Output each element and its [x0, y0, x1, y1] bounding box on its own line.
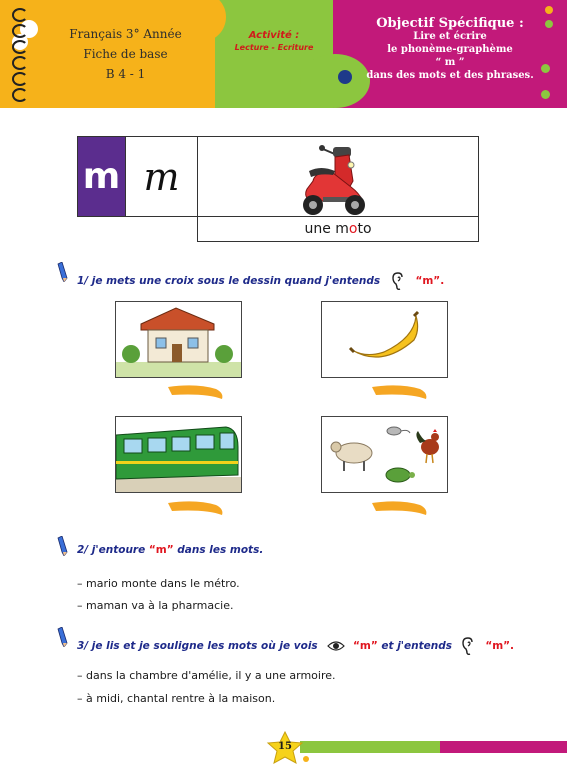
word-highlight: o	[348, 221, 358, 237]
activity-title: Activité :	[248, 30, 300, 41]
picture-animals	[321, 416, 448, 493]
exercise1-instruction	[77, 272, 444, 290]
course-title: Français 3° Année	[69, 27, 182, 41]
picture-metro-train	[115, 416, 242, 493]
instruction-text: et j'entends	[381, 640, 452, 652]
eye-icon	[327, 640, 345, 652]
target-sound: “m”	[353, 640, 378, 652]
header-objective	[350, 17, 550, 82]
page-number: 15	[278, 741, 292, 752]
answer-mark-animals	[370, 497, 430, 519]
footer-bar	[300, 737, 567, 765]
objective-line: “ m ”	[435, 57, 465, 68]
exercise2-sentence: – maman va à la pharmacie.	[77, 599, 234, 612]
answer-mark-train	[166, 497, 226, 519]
picture-house	[115, 301, 242, 378]
target-sound: “m”.	[485, 640, 515, 652]
deco-circle	[545, 6, 553, 14]
pencil-icon	[56, 536, 68, 556]
word-cell	[197, 216, 479, 242]
instruction-text: 1/ je mets une croix sous le dessin quand j'entends	[77, 275, 381, 287]
pencil-icon	[56, 262, 68, 282]
banana-illustration	[322, 302, 447, 377]
sheet-code: B 4 - 1	[105, 67, 146, 81]
objective-title: Objectif Spécifique :	[376, 16, 524, 31]
objective-line: le phonème-graphème	[387, 44, 513, 55]
answer-mark-house	[166, 381, 226, 403]
word-prefix: une	[304, 221, 336, 237]
objective-line: dans des mots et des phrases.	[366, 70, 534, 81]
print-letter: m	[82, 156, 121, 197]
exercise2-instruction	[77, 544, 263, 556]
picture-banana	[321, 301, 448, 378]
print-letter-cell	[77, 136, 126, 217]
cursive-letter: m	[143, 154, 180, 199]
cursive-letter-cell	[125, 136, 198, 217]
letter-card	[77, 136, 479, 242]
scooter-image-cell	[197, 136, 479, 217]
instruction-text: dans les mots.	[177, 544, 264, 556]
ear-icon	[462, 637, 476, 655]
target-sound: “m”.	[415, 275, 445, 287]
house-illustration	[116, 302, 241, 377]
exercise2-sentence: – mario monte dans le métro.	[77, 577, 240, 590]
activity-subtitle: Lecture - Ecriture	[234, 43, 314, 52]
sheet-type: Fiche de base	[83, 47, 168, 61]
train-illustration	[116, 417, 241, 492]
header-activity	[215, 30, 333, 52]
word-part: m	[335, 221, 349, 237]
spiral-binding	[4, 4, 38, 106]
header-course-info	[38, 24, 213, 84]
exercise3-instruction	[77, 637, 514, 655]
objective-line: Lire et écrire	[413, 31, 487, 42]
word-suffix: to	[357, 221, 372, 237]
ear-icon	[392, 272, 406, 290]
instruction-text: 3/ je lis et je souligne les mots où je vois	[77, 640, 318, 652]
exercise3-sentence: – dans la chambre d'amélie, il y a une armoire.	[77, 669, 336, 682]
target-sound: “m”	[148, 544, 174, 556]
answer-mark-banana	[370, 381, 430, 403]
scooter-illustration	[198, 137, 478, 216]
exercise3-sentence: – à midi, chantal rentre à la maison.	[77, 692, 276, 705]
deco-circle	[541, 90, 550, 99]
animals-illustration	[322, 417, 447, 492]
page-header	[0, 0, 567, 108]
pencil-icon	[56, 627, 68, 647]
instruction-text: 2/ j'entoure	[77, 544, 146, 556]
